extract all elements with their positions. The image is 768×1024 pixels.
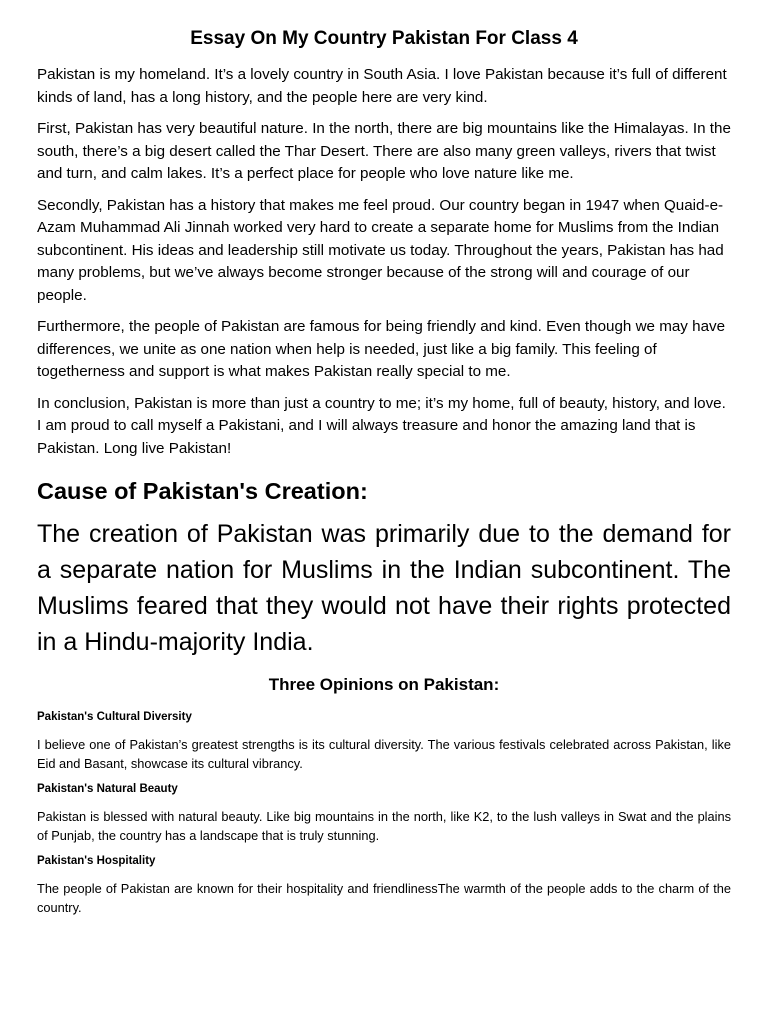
opinion-title: Pakistan's Natural Beauty: [37, 783, 178, 795]
opinion-title: Pakistan's Hospitality: [37, 855, 156, 867]
essay-paragraph-nature: First, Pakistan has very beautiful nature. In the north, there are big mountains like the Himalayas. In the south, there’s a big desert called the Thar Desert. There are also many green valleys, rivers that twist and turn, and calm lakes. It’s a perfect place for people who love nature like me.: [37, 120, 731, 182]
opinion-hospitality: [37, 853, 731, 917]
opinion-text: I believe one of Pakistan’s greatest strengths is its cultural diversity. The various festivals celebrated across Pakistan, like Eid and Basant, showcase its cultural vibrancy.: [37, 737, 731, 771]
opinion-natural-beauty: [37, 781, 731, 845]
essay-body: [37, 64, 731, 460]
essay-paragraph-people: Furthermore, the people of Pakistan are famous for being friendly and kind. Even though we may have differences, we unite as one nation when help is needed, just like a big family. This feeling of togetherness and support is what makes Pakistan really special to me.: [37, 318, 726, 380]
opinion-text: The people of Pakistan are known for their hospitality and friendlinessThe warmth of the people adds to the charm of the country.: [37, 881, 731, 915]
essay-paragraph-history: Secondly, Pakistan has a history that makes me feel proud. Our country began in 1947 when Quaid-e-Azam Muhammad Ali Jinnah worked very hard to create a separate home for Muslims from the Indian subcontinent. His ideas and leadership still motivate us today. Throughout the years, Pakistan has had many problems, but we’ve always become stronger because of the strong will and courage of our people.: [37, 196, 724, 304]
cause-heading: Cause of Pakistan's Creation:: [37, 478, 368, 504]
essay-paragraph-conclusion: In conclusion, Pakistan is more than just a country to me; it’s my home, full of beauty, history, and love. I am proud to call myself a Pakistani, and I will always treasure and honor the amazing land that is Pakistan. Long live Pakistan!: [37, 394, 726, 457]
opinion-title: Pakistan's Cultural Diversity: [37, 711, 192, 723]
essay-paragraph-intro: Pakistan is my homeland. It’s a lovely country in South Asia. I love Pakistan because it’s full of different kinds of land, has a long history, and the people here are very kind.: [37, 66, 727, 106]
opinions-list: [37, 709, 731, 917]
opinion-text: Pakistan is blessed with natural beauty. Like big mountains in the north, like K2, to the lush valleys in Swat and the plains of Punjab, the country has a landscape that is truly stunning.: [37, 809, 731, 843]
opinion-cultural-diversity: [37, 709, 731, 773]
cause-text: The creation of Pakistan was primarily due to the demand for a separate nation for Muslims in the Indian subcontinent. The Muslims feared that they would not have their rights protected in a Hindu-majority India.: [37, 520, 731, 656]
document-title: Essay On My Country Pakistan For Class 4: [190, 28, 578, 49]
opinions-heading: Three Opinions on Pakistan:: [268, 675, 500, 694]
